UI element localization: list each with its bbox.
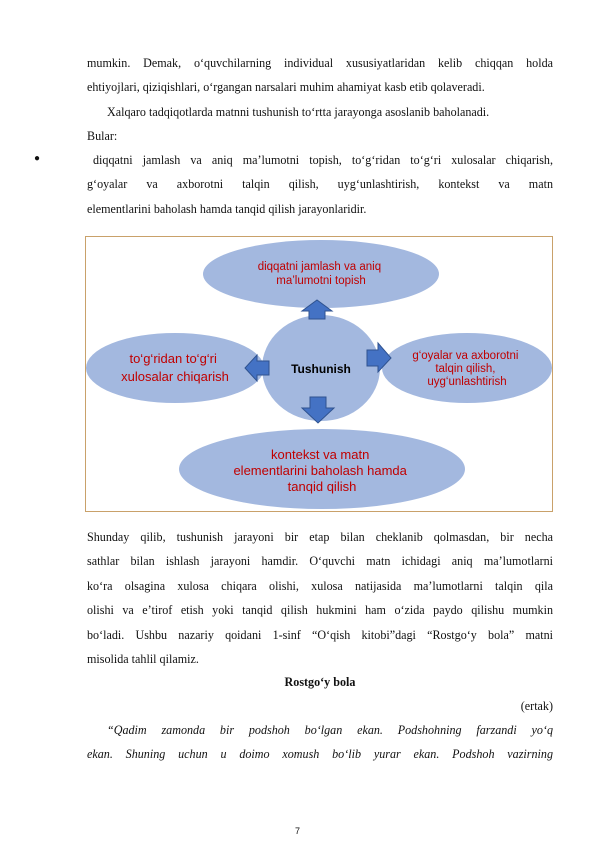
bullet-line: diqqatni jamlash va aniq ma’lumotni topish, to‘g‘ridan to‘g‘ri xulosalar chiqarish, [93,153,553,167]
story-line: “Qadim zamonda bir podshoh bo‘lgan ekan. Podshohning farzandi yo‘q [107,723,553,737]
top-oval-text: ma’lumotni topish [276,275,366,287]
paragraph-line: mumkin. Demak, o‘quvchilarning individual xususiyatlaridan kelib chiqqan holda [87,56,553,70]
right-oval-text: uyg‘unlashtirish [427,376,507,388]
paragraph-line: Bular: [87,129,118,143]
story-genre: (ertak) [520,699,553,713]
bottom-oval-text: elementlarini baholash hamda [233,463,407,478]
paragraph-line: ehtiyojlari, qiziqishlari, o‘rgangan narsalari muhim ahamiyat kasb etib qolaveradi. [87,80,485,94]
bullet-icon: ● [34,153,41,164]
svg-text:Tushunish [291,362,351,376]
left-oval [86,333,264,403]
bottom-oval-text: tanqid qilish [287,479,357,494]
paragraph-line: ko‘ra olsagina xulosa chiqara olishi, xulosa natijasida ma’lumotlarni talqin qila [87,579,553,593]
page-number: 7 [294,826,300,836]
center-oval-text: Tushunish [291,362,351,376]
right-oval-text: g‘oyalar va axborotni [412,350,519,362]
top-oval-text: diqqatni jamlash va aniq [257,261,382,273]
paragraph-line: olishi va e’tirof etish yoki tanqid qilish hukmini ham o‘zida paydo qilishu mumkin [87,603,553,617]
left-oval-text: xulosalar chiqarish [121,369,229,384]
top-oval [203,240,439,308]
story-title: Rostgo‘y bola [284,675,356,689]
paragraph-line: Shunday qilib, tushunish jarayoni bir etap bilan cheklanib qolmasdan, bir necha [87,530,553,544]
bullet-line: elementlarini baholash hamda tanqid qilish jarayonlaridir. [87,202,367,216]
comprehension-diagram [85,236,553,512]
paragraph-line: Xalqaro tadqiqotlarda matnni tushunish to‘rtta jarayonga asoslanib baholanadi. [107,105,490,119]
left-oval-text: to‘g‘ridan to‘g‘ri [129,351,217,366]
paragraph-line: sathlar bilan ishlash jarayoni hamdir. O‘quvchi matn ichidagi aniq ma’lumotlarni [87,554,553,568]
bottom-oval-text: kontekst va matn [271,447,370,462]
bullet-line: g‘oyalar va axborotni talqin qilish, uyg‘unlashtirish, kontekst va matn [87,177,553,191]
paragraph-line: bo‘ladi. Ushbu nazariy qoidani 1-sinf “O‘qish kitobi”dagi “Rostgo‘y bola” matni [87,628,553,642]
right-oval-text: talqin qilish, [435,363,496,375]
story-line: ekan. Shuning uchun u doimo xomush bo‘lib yurar ekan. Podshoh vazirning [87,747,553,761]
paragraph-line: misolida tahlil qilamiz. [87,652,199,666]
